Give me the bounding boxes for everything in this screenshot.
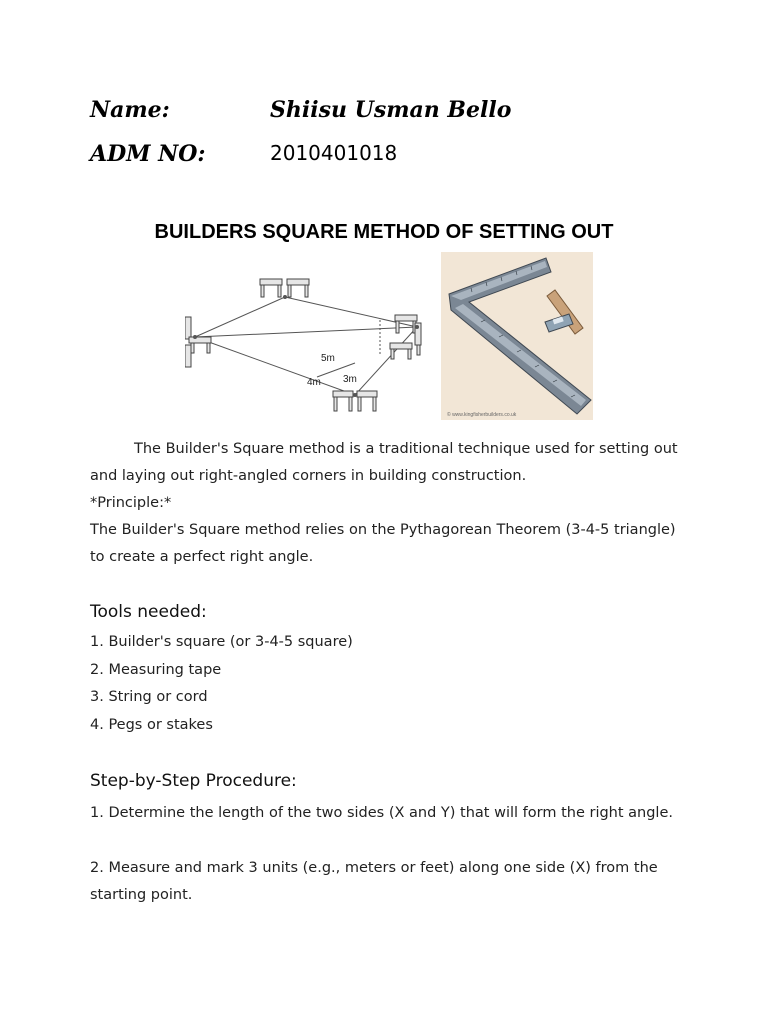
string-line-right: [355, 327, 417, 395]
procedure-step: 1. Determine the length of the two sides (X and Y) that will form the right angle.: [90, 805, 673, 821]
tool-item: 1. Builder's square (or 3-4-5 square): [90, 634, 353, 650]
principle-label: *Principle:*: [90, 495, 172, 511]
name-label: Name:: [90, 97, 170, 123]
name-value: Shiisu Usman Bello: [270, 97, 512, 123]
tools-heading: Tools needed:: [90, 602, 207, 622]
label-3m: 3m: [343, 374, 357, 385]
string-line-front: [195, 327, 417, 337]
tool-item: 3. String or cord: [90, 689, 208, 705]
string-line-left: [195, 297, 285, 337]
profile-board-top-left: [260, 279, 309, 297]
procedure-step: 2. Measure and mark 3 units (e.g., meters or feet) along one side (X) from the starting point.: [90, 860, 658, 903]
label-4m: 4m: [307, 377, 321, 388]
document-title: BUILDERS SQUARE METHOD OF SETTING OUT: [154, 221, 614, 243]
builders-square-illustration: [441, 252, 593, 420]
principle-paragraph: The Builder's Square method relies on the Pythagorean Theorem (3-4-5 triangle) to create a perfect right angle.: [90, 522, 676, 565]
adm-value: 2010401018: [270, 141, 398, 165]
intro-paragraph: The Builder's Square method is a traditional technique used for setting out and laying out right-angled corners in building construction.: [90, 441, 678, 484]
string-line-diagonal: [195, 337, 355, 395]
adm-label: ADM NO:: [90, 141, 206, 167]
image-watermark: © www.kingfisherbuilders.co.uk: [447, 412, 517, 418]
setting-out-diagram: [185, 265, 435, 435]
label-5m: 5m: [321, 353, 335, 364]
procedure-heading: Step-by-Step Procedure:: [90, 771, 297, 791]
profile-board-left: [185, 317, 211, 367]
tool-item: 4. Pegs or stakes: [90, 717, 213, 733]
tool-item: 2. Measuring tape: [90, 662, 222, 678]
